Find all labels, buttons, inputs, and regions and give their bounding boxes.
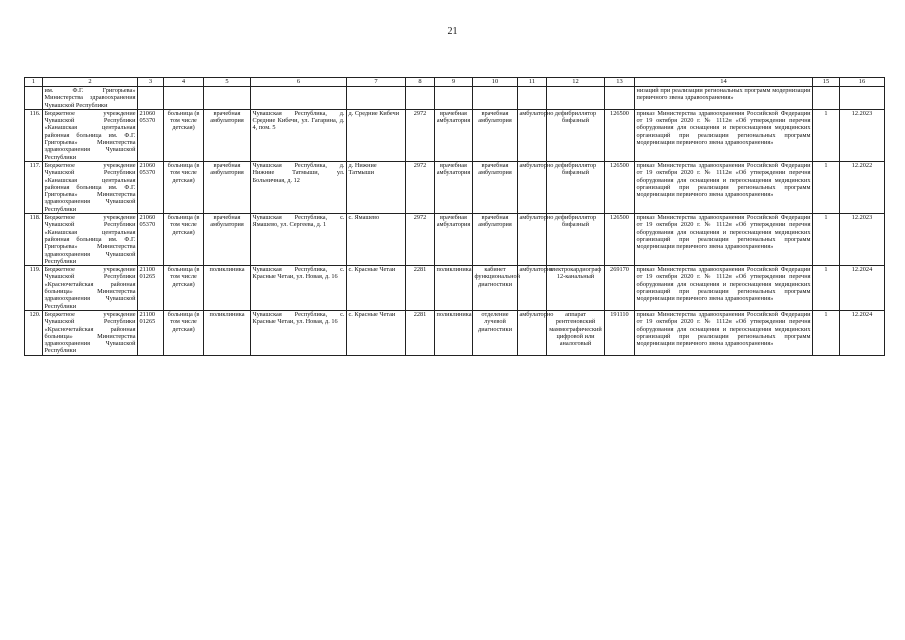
price: 191110 (605, 310, 635, 355)
column-number: 7 (347, 78, 406, 87)
institution-type: больница (в том числе детская) (164, 161, 204, 213)
equipment-name (547, 87, 605, 110)
table-row (25, 109, 885, 161)
table-body (25, 78, 885, 356)
column-number: 3 (138, 78, 164, 87)
profile: поликлиника (435, 310, 473, 355)
regulation-order: приказ Министерства здравоохранения Российской Федерации от 19 октября 2020 г. № 1112н «Об утверждении перечня оборудования для оснащения и переоснащения медицинских организаций при реализации региональных программ модернизации первичного звена здравоохранения» (635, 214, 813, 266)
table-row (25, 161, 885, 213)
row-number: 116. (25, 109, 43, 161)
profile: врачебная амбулатория (435, 214, 473, 266)
price: 269170 (605, 266, 635, 311)
row-number: 117. (25, 161, 43, 213)
table-row (25, 87, 885, 110)
institution-code: 21060 05370 (138, 214, 164, 266)
regulation-order: приказ Министерства здравоохранения Российской Федерации от 19 октября 2020 г. № 1112н «Об утверждении перечня оборудования для оснащения и переоснащения медицинских организаций при реализации региональных программ модернизации первичного звена здравоохранения» (635, 109, 813, 161)
care-condition: амбулаторно (518, 214, 547, 266)
population (406, 87, 435, 110)
delivery-date: 12.2022 (840, 161, 885, 213)
institution-code: 21060 05370 (138, 161, 164, 213)
address: Чувашская Республика, д. Средние Кибечи, ул. Гагарина, д. 4, пом. 5 (251, 109, 347, 161)
equipment-table (24, 77, 885, 356)
delivery-date: 12.2023 (840, 109, 885, 161)
department: врачебная амбулатория (473, 161, 518, 213)
column-number: 15 (813, 78, 840, 87)
institution-name: Бюджетное учреждение Чувашской Республики «Канашская центральная районная больница им. Ф.Г. Григорьева» Министерства здравоохранения Чувашской Республики (44, 214, 136, 265)
column-number: 10 (473, 78, 518, 87)
institution-type: больница (в том числе детская) (164, 214, 204, 266)
equipment-name: дефибриллятор бифазный (547, 161, 605, 213)
subdivision-type (204, 87, 251, 110)
population: 2972 (406, 161, 435, 213)
institution-name: Бюджетное учреждение Чувашской Республики «Красночетайская районная больница» Министерства здравоохранения Чувашской Республики (44, 266, 136, 310)
delivery-date: 12.2024 (840, 266, 885, 311)
row-number: 119. (25, 266, 43, 311)
care-condition: амбулаторно (518, 109, 547, 161)
subdivision-type: врачебная амбулатория (204, 214, 251, 266)
price (605, 87, 635, 110)
settlement (347, 87, 406, 110)
department: врачебная амбулатория (473, 109, 518, 161)
row-number: 120. (25, 310, 43, 355)
equipment-name: дефибриллятор бифазный (547, 109, 605, 161)
settlement: с. Красные Четаи (347, 310, 406, 355)
column-number-row (25, 78, 885, 87)
quantity: 1 (813, 266, 840, 311)
quantity: 1 (813, 310, 840, 355)
delivery-date: 12.2024 (840, 310, 885, 355)
settlement: с. Красные Четаи (347, 266, 406, 311)
price: 126500 (605, 161, 635, 213)
institution-code: 21060 05370 (138, 109, 164, 161)
equipment-name: электрокардиограф 12-канальный (547, 266, 605, 311)
table-row (25, 214, 885, 266)
column-number: 4 (164, 78, 204, 87)
subdivision-type: поликлиника (204, 310, 251, 355)
profile (435, 87, 473, 110)
institution-type (164, 87, 204, 110)
profile: поликлиника (435, 266, 473, 311)
population: 2972 (406, 109, 435, 161)
department: кабинет функциональной диагностики (473, 266, 518, 311)
delivery-date (840, 87, 885, 110)
row-number (25, 87, 43, 110)
subdivision-type: поликлиника (204, 266, 251, 311)
institution-type: больница (в том числе детская) (164, 310, 204, 355)
regulation-order: низаций при реализации региональных программ модернизации первичного звена здравоохранения» (635, 87, 813, 110)
institution-type: больница (в том числе детская) (164, 266, 204, 311)
column-number: 11 (518, 78, 547, 87)
care-condition: амбулаторно (518, 310, 547, 355)
regulation-order: приказ Министерства здравоохранения Российской Федерации от 19 октября 2020 г. № 1112н «Об утверждении перечня оборудования для оснащения и переоснащения медицинских организаций при реализации региональных программ модернизации первичного звена здравоохранения» (635, 310, 813, 355)
equipment-name: дефибриллятор бифазный (547, 214, 605, 266)
column-number: 9 (435, 78, 473, 87)
institution-code: 21100 01265 (138, 266, 164, 311)
page-number: 21 (447, 26, 458, 37)
population: 2972 (406, 214, 435, 266)
table-row (25, 310, 885, 355)
column-number: 5 (204, 78, 251, 87)
settlement: д. Нижние Татмыши (347, 161, 406, 213)
address: Чувашская Республика, д. Нижние Татмыши, ул. Больничная, д. 12 (251, 161, 347, 213)
institution-name: Бюджетное учреждение Чувашской Республики «Канашская центральная районная больница им. Ф.Г. Григорьева» Министерства здравоохранения Чувашской Республики (44, 109, 136, 161)
address: Чувашская Республика, с. Красные Четаи, ул. Новая, д. 16 (251, 266, 347, 311)
column-number: 8 (406, 78, 435, 87)
profile: врачебная амбулатория (435, 109, 473, 161)
population: 2281 (406, 310, 435, 355)
regulation-order: приказ Министерства здравоохранения Российской Федерации от 19 октября 2020 г. № 1112н «Об утверждении перечня оборудования для оснащения и переоснащения медицинских организаций при реализации региональных программ модернизации первичного звена здравоохранения» (635, 266, 813, 311)
address (251, 87, 347, 110)
table-row (25, 266, 885, 311)
quantity: 1 (813, 214, 840, 266)
settlement: д. Средние Кибечи (347, 109, 406, 161)
address: Чувашская Республика, с. Ямашево, ул. Сергеева, д. 1 (251, 214, 347, 266)
department: врачебная амбулатория (473, 214, 518, 266)
institution-name: Бюджетное учреждение Чувашской Республики «Канашская центральная районная больница им. Ф.Г. Григорьева» Министерства здравоохранения Чувашской Республики (44, 161, 136, 213)
institution-code (138, 87, 164, 110)
subdivision-type: врачебная амбулатория (204, 161, 251, 213)
row-number: 118. (25, 214, 43, 266)
institution-name: им. Ф.Г. Григорьева» Министерства здравоохранения Чувашской Республики (44, 87, 136, 109)
department (473, 87, 518, 110)
column-number: 13 (605, 78, 635, 87)
column-number: 2 (43, 78, 138, 87)
care-condition: амбулаторно (518, 161, 547, 213)
profile: врачебная амбулатория (435, 161, 473, 213)
quantity: 1 (813, 109, 840, 161)
price: 126500 (605, 214, 635, 266)
care-condition: амбулаторно (518, 266, 547, 311)
quantity (813, 87, 840, 110)
delivery-date: 12.2023 (840, 214, 885, 266)
care-condition (518, 87, 547, 110)
column-number: 1 (25, 78, 43, 87)
column-number: 16 (840, 78, 885, 87)
price: 126500 (605, 109, 635, 161)
institution-name: Бюджетное учреждение Чувашской Республики «Красночетайская районная больница» Министерства здравоохранения Чувашской Республики (44, 310, 136, 355)
address: Чувашская Республика, с. Красные Четаи, ул. Новая, д. 16 (251, 310, 347, 355)
column-number: 12 (547, 78, 605, 87)
settlement: с. Ямашево (347, 214, 406, 266)
quantity: 1 (813, 161, 840, 213)
regulation-order: приказ Министерства здравоохранения Российской Федерации от 19 октября 2020 г. № 1112н «Об утверждении перечня оборудования для оснащения и переоснащения медицинских организаций при реализации региональных программ модернизации первичного звена здравоохранения» (635, 161, 813, 213)
institution-type: больница (в том числе детская) (164, 109, 204, 161)
institution-code: 21100 01265 (138, 310, 164, 355)
equipment-name: аппарат рентгеновский маммографический цифровой или аналоговый (547, 310, 605, 355)
population: 2281 (406, 266, 435, 311)
department: отделение лучевой диагностики (473, 310, 518, 355)
column-number: 6 (251, 78, 347, 87)
column-number: 14 (635, 78, 813, 87)
subdivision-type: врачебная амбулатория (204, 109, 251, 161)
